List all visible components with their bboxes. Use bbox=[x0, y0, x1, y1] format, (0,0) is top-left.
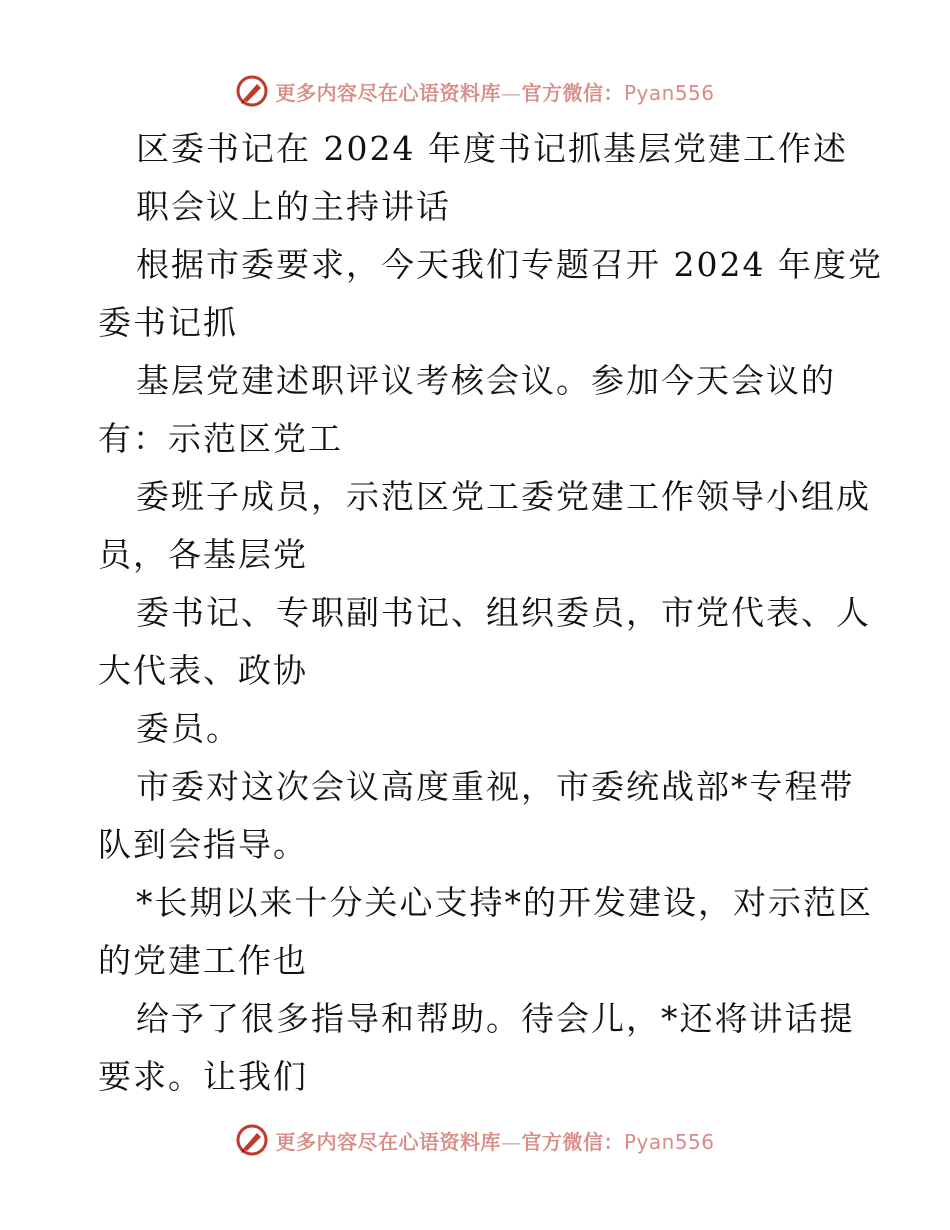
paragraph-line: 根据市委要求，今天我们专题召开 2024 年度党 bbox=[136, 245, 883, 284]
watermark-text: 更多内容尽在心语资料库—官方微信：Pyan556 bbox=[275, 1129, 715, 1154]
paragraph-line: 队到会指导。 bbox=[98, 825, 308, 864]
header-watermark bbox=[0, 71, 950, 111]
paragraph-line: 有：示范区党工 bbox=[98, 419, 343, 458]
paragraph-line: 给予了很多指导和帮助。待会儿，*还将讲话提 bbox=[136, 999, 855, 1038]
document-body bbox=[98, 120, 883, 1106]
paragraph-line: 大代表、政协 bbox=[98, 651, 308, 690]
footer-watermark bbox=[0, 1120, 950, 1160]
paragraph-line: 基层党建述职评议考核会议。参加今天会议的 bbox=[136, 361, 836, 400]
pen-logo-icon bbox=[235, 1123, 269, 1157]
paragraph-line: 委书记、专职副书记、组织委员，市党代表、人 bbox=[136, 593, 871, 632]
paragraph-line: *长期以来十分关心支持*的开发建设，对示范区 bbox=[136, 883, 873, 922]
paragraph-line: 市委对这次会议高度重视，市委统战部*专程带 bbox=[136, 767, 855, 806]
paragraph-line: 员，各基层党 bbox=[98, 535, 308, 574]
paragraph-line: 委班子成员，示范区党工委党建工作领导小组成 bbox=[136, 477, 871, 516]
watermark-text: 更多内容尽在心语资料库—官方微信：Pyan556 bbox=[275, 80, 715, 105]
paragraph-line: 要求。让我们 bbox=[98, 1057, 308, 1096]
pen-logo-icon bbox=[235, 74, 269, 108]
title-line-2: 职会议上的主持讲话 bbox=[136, 187, 451, 226]
paragraph-line: 委书记抓 bbox=[98, 303, 238, 342]
title-line-1: 区委书记在 2024 年度书记抓基层党建工作述 bbox=[136, 129, 848, 168]
paragraph-line: 的党建工作也 bbox=[98, 941, 308, 980]
paragraph-line: 委员。 bbox=[136, 709, 241, 748]
